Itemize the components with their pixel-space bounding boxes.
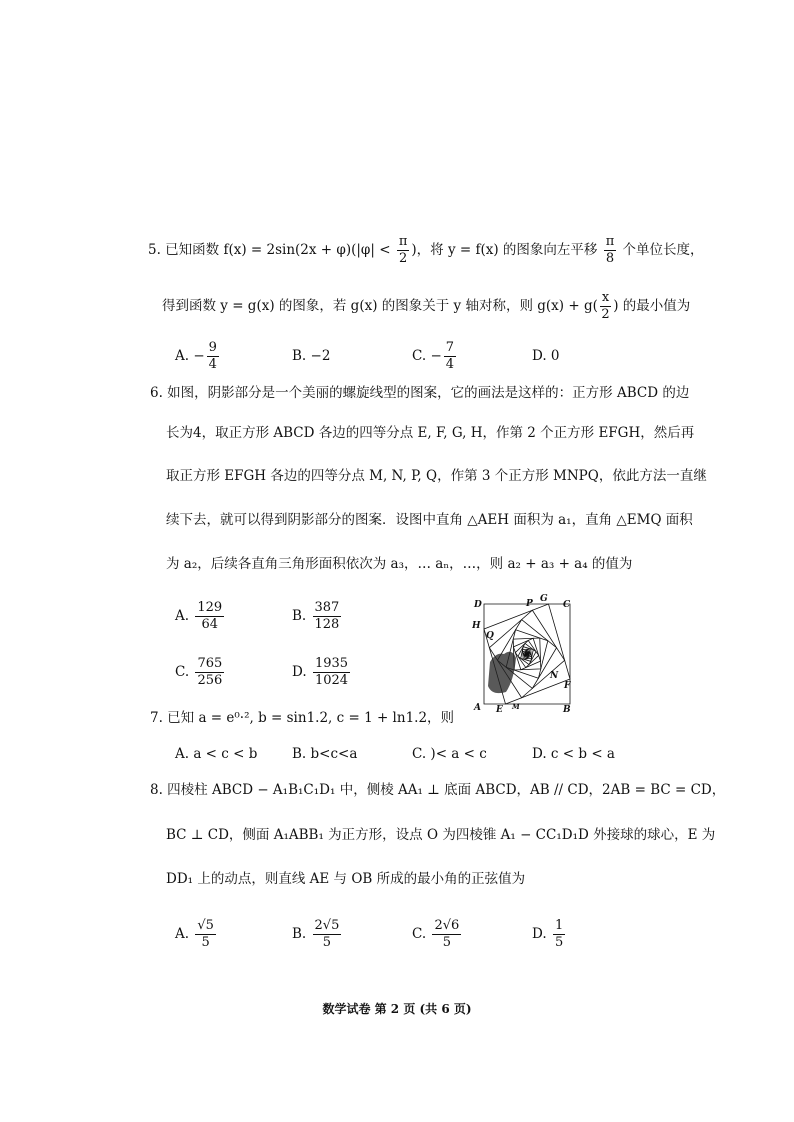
label-g: G [540,594,548,604]
spiral-figure-svg [472,592,582,716]
q5-shift-text: )，将 y = f(x) 的图象向左平移 [411,242,602,258]
page-footer: 数学试卷 第 2 页 (共 6 页) [322,1002,472,1016]
q5-option-b[interactable]: B. −2 [292,348,331,364]
q5-x-over-2: $\frac{x}{2}$ [601,290,610,322]
q5-line2 [162,290,690,323]
q5-unit-text: 个单位长度， [618,242,704,258]
label-f: F [564,681,571,691]
q5-line1 [148,234,704,267]
label-n: N [550,671,559,681]
q5-prefix: 5. 已知函数 [148,242,224,258]
q7-option-d[interactable]: D. c < b < a [532,746,615,762]
q5-line2-end: ) 的最小值为 [613,298,691,314]
q7-option-b[interactable]: B. b<c<a [292,746,358,762]
q6-line1: 6. 如图，阴影部分是一个美丽的螺旋线型的图案，它的画法是这样的：正方形 ABCD 的边 [150,385,690,401]
q5-option-a[interactable]: A. − $\frac{9}{4}$ [175,340,217,372]
q7-line1: 7. 已知 a = e⁰·², b = sin1.2, c = 1 + ln1.2，则 [150,710,455,726]
q5-option-c[interactable]: C. − $\frac{7}{4}$ [412,340,455,372]
q8-option-b[interactable]: B. $\frac{2√5}{5}$ [292,918,340,950]
label-c: C [563,600,571,610]
q6-line4: 续下去，就可以得到阴影部分的图案．设图中直角 △AEH 面积为 a₁，直角 △EMQ 面积 [166,512,693,528]
q8-option-a[interactable]: A. $\frac{√5}{5}$ [175,918,214,950]
q7-option-a[interactable]: A. a < c < b [175,746,258,762]
q8-option-c[interactable]: C. $\frac{2√6}{5}$ [412,918,460,950]
label-m: M [512,702,520,711]
q5-line2-text: 得到函数 y = g(x) 的图象，若 g(x) 的图象关于 y 轴对称，则 g(x) + g( [162,298,598,314]
q6-line2: 长为4，取正方形 ABCD 各边的四等分点 E, F, G, H，作第 2 个正方形 EFGH，然后再 [166,425,695,441]
q6-option-c[interactable]: C. $\frac{765}{256}$ [175,656,223,688]
label-b: B [563,705,571,715]
label-e: E [496,705,503,715]
label-h: H [472,621,481,631]
q6-option-a[interactable]: A. $\frac{129}{64}$ [175,600,223,632]
label-d: D [474,600,482,610]
label-p: P [526,599,533,609]
q8-line3: DD₁ 上的动点，则直线 AE 与 OB 所成的最小角的正弦值为 [166,871,526,887]
q6-line5: 为 a₂，后续各直角三角形面积依次为 a₃，… aₙ，…，则 a₂ + a₃ + a₄ 的值为 [166,556,633,572]
q8-line2: BC ⊥ CD，侧面 A₁ABB₁ 为正方形，设点 O 为四棱锥 A₁ − CC₁D₁D 外接球的球心，E 为 [166,827,716,843]
q8-option-d[interactable]: D. $\frac{1}{5}$ [532,918,564,950]
q5-pi-over-8: $\frac{\pi}{8}$ [605,234,615,266]
q8-line1: 8. 四棱柱 ABCD − A₁B₁C₁D₁ 中，侧棱 AA₁ ⊥ 底面 ABCD，AB // CD，2AB = BC = CD， [150,782,726,798]
q5-function: f(x) = 2sin(2x + φ)(|φ| < [223,242,395,258]
q5-pi-over-2: $\frac{\pi}{2}$ [398,234,408,266]
q6-option-b[interactable]: B. $\frac{387}{128}$ [292,600,340,632]
label-a: A [474,703,481,713]
label-q: Q [486,631,494,641]
q6-line3: 取正方形 EFGH 各边的四等分点 M, N, P, Q，作第 3 个正方形 MNPQ，依此方法一直继 [166,468,707,484]
q7-option-c[interactable]: C. )< a < c [412,746,487,762]
spiral-square-figure [472,592,582,716]
q5-option-d[interactable]: D. 0 [532,348,560,364]
q6-option-d[interactable]: D. $\frac{1935}{1024}$ [292,656,349,688]
